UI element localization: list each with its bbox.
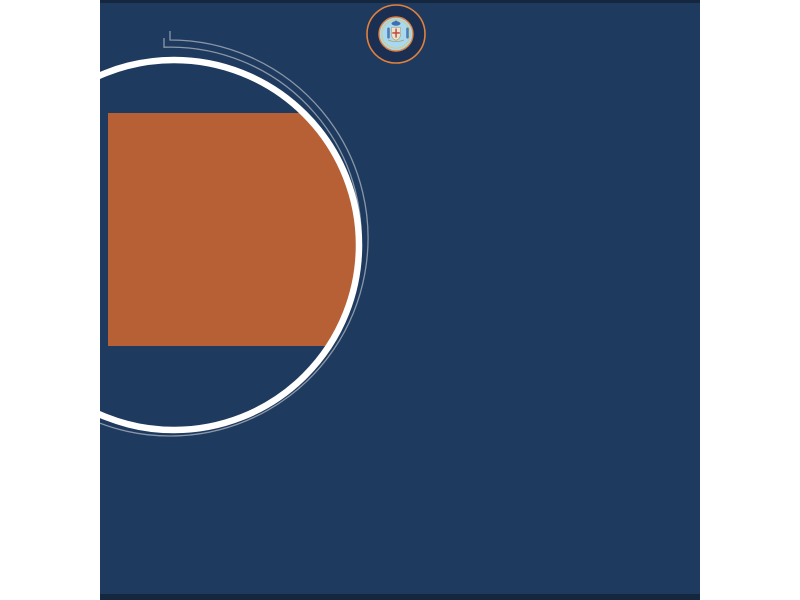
infographic (100, 0, 700, 600)
top-edge-strip (100, 0, 700, 3)
tips-layer (100, 0, 700, 600)
bottom-edge-strip (100, 594, 700, 600)
